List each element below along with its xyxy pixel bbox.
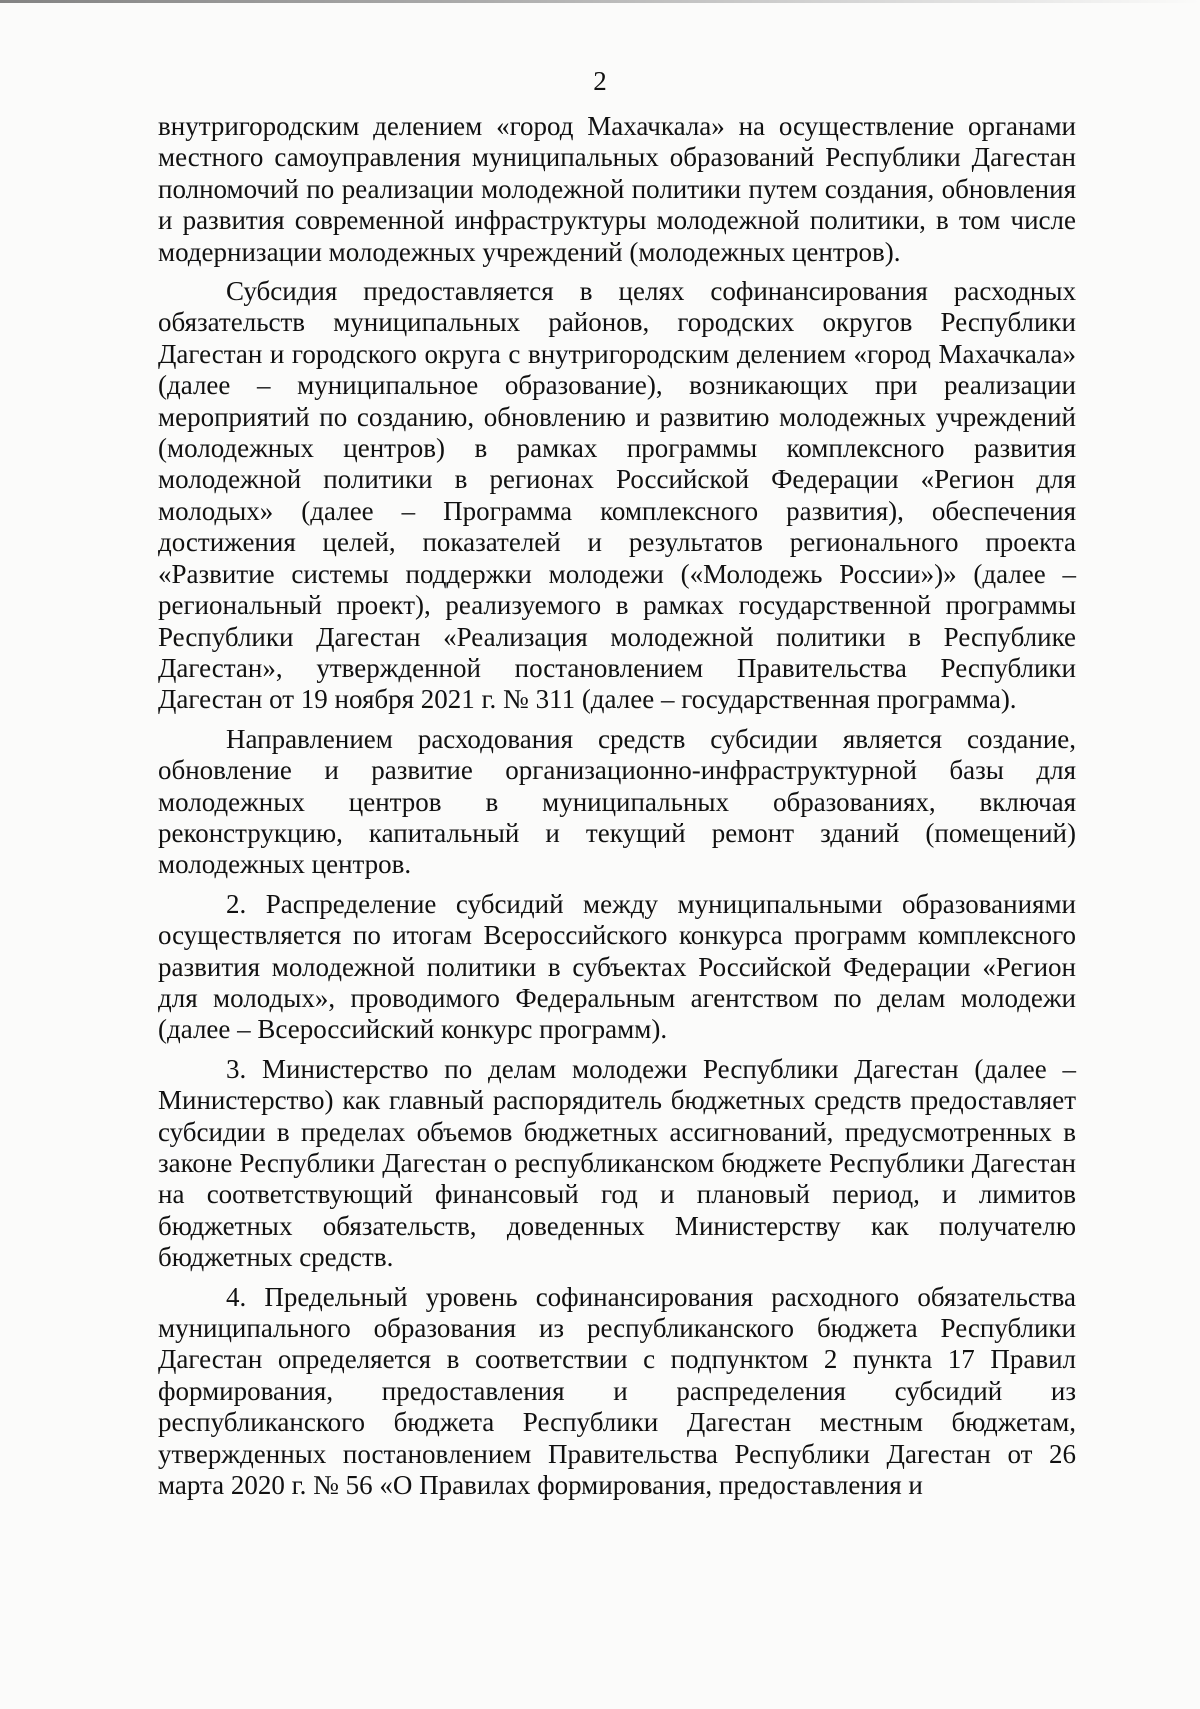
scan-edge: [0, 0, 1200, 3]
page-number: 2: [593, 66, 607, 96]
paragraph-spending-direction: Направлением расходования средств субсидии является создание, обновление и развитие организационно-инфраструктурной базы для молодежных центров в муниципальных образованиях, включая реконструкцию, капитальный и текущий ремонт зданий (помещений) молодежных центров.: [158, 723, 1076, 880]
paragraph-item-2: 2. Распределение субсидий между муниципальными образованиями осуществляется по итогам Всероссийского конкурса программ комплексного развития молодежной политики в субъектах Российской Федерации «Регион для молодых», проводимого Федеральным агентством по делам молодежи (далее – Всероссийский конкурс программ).: [158, 888, 1076, 1045]
paragraph-item-3: 3. Министерство по делам молодежи Республики Дагестан (далее – Министерство) как главный распорядитель бюджетных средств предоставляет субсидии в пределах объемов бюджетных ассигнований, предусмотренных в законе Республики Дагестан о республиканском бюджете Республики Дагестан на соответствующий финансовый год и плановый период, и лимитов бюджетных обязательств, доведенных Министерству как получателю бюджетных средств.: [158, 1053, 1076, 1273]
paragraph-subsidy-purpose: Субсидия предоставляется в целях софинансирования расходных обязательств муниципальных районов, городских округов Республики Дагестан и городского округа с внутригородским делением «город Махачкала» (далее – муниципальное образование), возникающих при реализации мероприятий по созданию, обновлению и развитию молодежных учреждений (молодежных центров) в рамках программы комплексного развития молодежной политики в регионах Российской Федерации «Регион для молодых» (далее – Программа комплексного развития), обеспечения достижения целей, показателей и результатов регионального проекта «Развитие системы поддержки молодежи («Молодежь России»)» (далее – региональный проект), реализуемого в рамках государственной программы Республики Дагестан «Реализация молодежной политики в Республике Дагестан», утвержденной постановлением Правительства Республики Дагестан от 19 ноября 2021 г. № 311 (далее – государственная программа).: [158, 276, 1076, 715]
paragraph-item-4: 4. Предельный уровень софинансирования расходного обязательства муниципального образования из республиканского бюджета Республики Дагестан определяется в соответствии с подпунктом 2 пункта 17 Правил формирования, предоставления и распределения субсидий из республиканского бюджета Республики Дагестан местным бюджетам, утвержденных постановлением Правительства Республики Дагестан от 26 марта 2020 г. № 56 «О Правилах формирования, предоставления и: [158, 1281, 1076, 1501]
paragraph-continuation: внутригородским делением «город Махачкала» на осуществление органами местного самоуправления муниципальных образований Республики Дагестан полномочий по реализации молодежной политики путем создания, обновления и развития современной инфраструктуры молодежной политики, в том числе модернизации молодежных учреждений (молодежных центров).: [158, 111, 1076, 267]
document-body: [158, 111, 1076, 1501]
